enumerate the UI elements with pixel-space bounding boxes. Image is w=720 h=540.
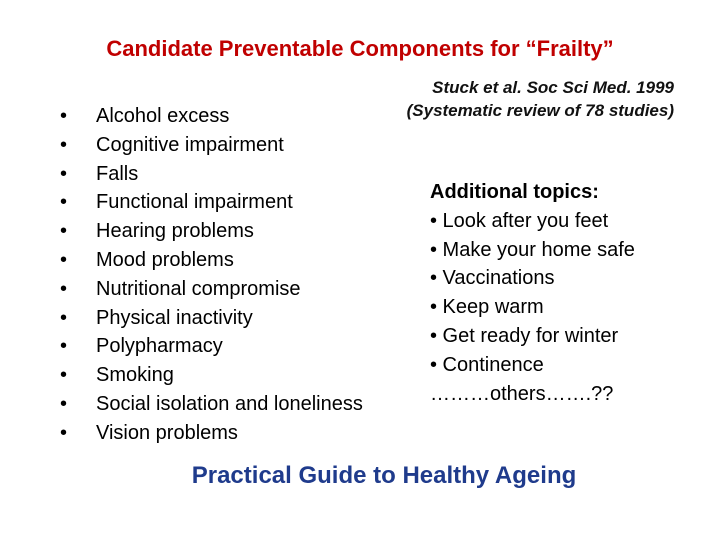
list-item bbox=[60, 102, 363, 131]
slide-title: Candidate Preventable Components for “Frailty” bbox=[106, 36, 614, 61]
list-item-label: Nutritional compromise bbox=[96, 277, 301, 300]
list-item bbox=[60, 275, 363, 304]
bullet-icon: • bbox=[60, 421, 68, 444]
list-item: • Get ready for winter bbox=[430, 324, 619, 347]
list-item-label: Smoking bbox=[96, 364, 174, 387]
bullet-icon: • bbox=[60, 364, 68, 387]
list-item bbox=[60, 332, 363, 361]
list-item-label: Hearing problems bbox=[96, 220, 254, 243]
bullet-icon: • bbox=[60, 162, 68, 185]
list-item: • Look after you feet bbox=[430, 209, 609, 232]
practical-guide-caption: Practical Guide to Healthy Ageing bbox=[191, 462, 577, 489]
list-item-label: Cognitive impairment bbox=[96, 133, 284, 156]
citation bbox=[378, 76, 674, 122]
list-item-label: Falls bbox=[96, 162, 139, 185]
list-item-label: Alcohol excess bbox=[96, 105, 230, 127]
list-item: • Keep warm bbox=[430, 296, 544, 319]
bullet-icon: • bbox=[60, 248, 68, 271]
list-item bbox=[60, 246, 363, 275]
bullet-icon: • bbox=[60, 335, 68, 358]
citation-line-2: (Systematic review of 78 studies) bbox=[406, 101, 674, 120]
list-item-label: Physical inactivity bbox=[96, 306, 253, 329]
list-item-label: Social isolation and loneliness bbox=[96, 392, 363, 415]
list-item bbox=[60, 390, 363, 419]
list-item-label: Vision problems bbox=[96, 421, 238, 444]
bullet-icon: • bbox=[60, 277, 68, 300]
list-item bbox=[60, 160, 363, 189]
bullet-icon: • bbox=[60, 220, 68, 243]
list-item bbox=[60, 188, 363, 217]
list-item-label: Mood problems bbox=[96, 248, 234, 271]
list-item bbox=[60, 361, 363, 390]
list-item-label: Functional impairment bbox=[96, 191, 293, 214]
additional-topics-others: ………others…….?? bbox=[430, 382, 614, 405]
bullet-icon: • bbox=[60, 191, 68, 214]
list-item bbox=[60, 217, 363, 246]
list-item-label: Polypharmacy bbox=[96, 335, 223, 358]
list-item: • Continence bbox=[430, 353, 544, 376]
bullet-icon: • bbox=[60, 306, 68, 329]
list-item bbox=[60, 304, 363, 333]
list-item: • Make your home safe bbox=[430, 238, 635, 261]
list-item bbox=[60, 419, 363, 448]
additional-topics-list bbox=[430, 207, 635, 380]
list-item bbox=[60, 131, 363, 160]
bullet-icon: • bbox=[60, 105, 68, 127]
list-item: • Vaccinations bbox=[430, 267, 555, 290]
bullet-icon: • bbox=[60, 133, 68, 156]
additional-topics-heading: Additional topics: bbox=[430, 181, 599, 203]
additional-topics bbox=[430, 178, 635, 408]
citation-line-1: Stuck et al. Soc Sci Med. 1999 bbox=[432, 78, 674, 97]
bullet-icon: • bbox=[60, 392, 68, 415]
components-list bbox=[60, 102, 363, 448]
